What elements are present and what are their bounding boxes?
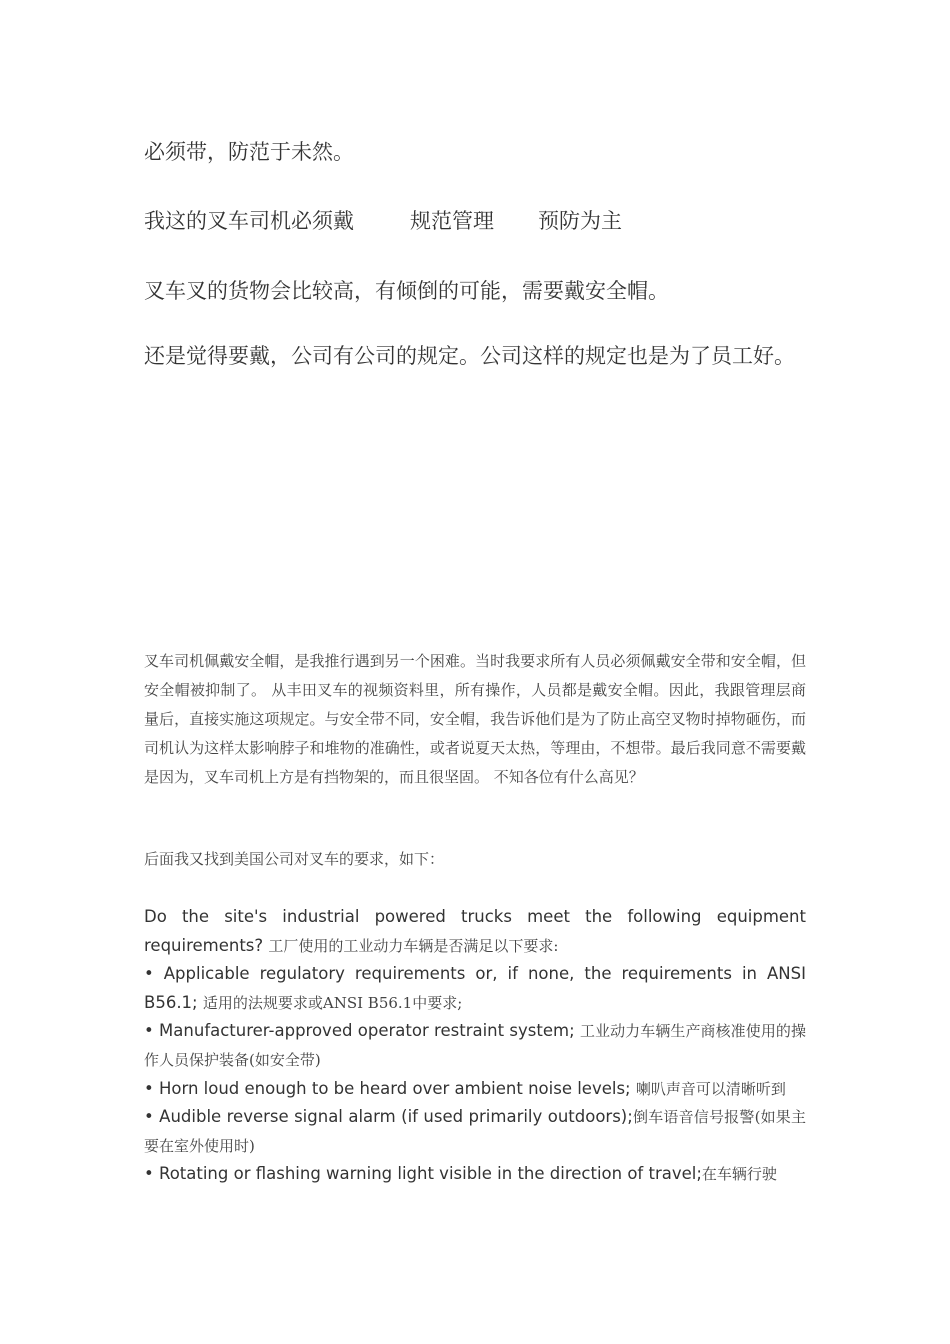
requirements-block <box>144 903 806 1189</box>
text-line-4: 还是觉得要戴，公司有公司的规定。公司这样的规定也是为了员工好。 <box>144 344 795 368</box>
requirements-intro-zh: 工厂使用的工业动力车辆是否满足以下要求: <box>268 936 559 955</box>
text-line-2-part-a: 我这的叉车司机必须戴 <box>144 209 354 233</box>
requirement-item-zh: 倒车语音信号报警(如果主要在室外使用时) <box>144 1108 807 1155</box>
requirement-item-en: • Applicable regulatory requirements or, if none, the requirements in ANSI B56.1; <box>144 964 806 1012</box>
requirement-item-en: • Manufacturer-approved operator restraint system; <box>144 1021 575 1041</box>
requirement-item-en: • Audible reverse signal alarm (if used primarily outdoors); <box>144 1107 633 1127</box>
requirement-item <box>144 1075 806 1104</box>
requirement-item <box>144 1103 806 1160</box>
requirement-item <box>144 1017 806 1074</box>
requirement-item-en: • Rotating or flashing warning light visible in the direction of travel; <box>144 1164 702 1184</box>
text-line-2-part-c: 预防为主 <box>538 209 622 233</box>
document-page <box>144 0 806 1344</box>
body-paragraph-1: 叉车司机佩戴安全帽，是我推行遇到另一个困难。当时我要求所有人员必须佩戴安全带和安全帽，但安全帽被抑制了。 从丰田叉车的视频资料里，所有操作，人员都是戴安全帽。因此，我跟管理层商量后，直接实施这项规定。与安全带不同，安全帽，我告诉他们是为了防止高空叉物时掉物砸伤，而司机认为这样太影响脖子和堆物的准确性，或者说夏天太热，等理由，不想带。最后我同意不需要戴是因为，叉车司机上方是有挡物架的，而且很坚固。 不知各位有什么高见？ <box>144 652 806 786</box>
text-line-2-part-b: 规范管理 <box>410 209 494 233</box>
requirement-item <box>144 1160 806 1189</box>
requirement-item-en: • Horn loud enough to be heard over ambient noise levels; <box>144 1078 631 1098</box>
body-paragraph-2: 后面我又找到美国公司对叉车的要求，如下： <box>144 850 445 868</box>
text-line-3: 叉车叉的货物会比较高，有倾倒的可能，需要戴安全帽。 <box>144 279 669 303</box>
requirement-item-zh: 工业动力车辆生产商核准使用的操作人员保护装备(如安全带) <box>144 1022 806 1069</box>
text-line-2 <box>144 205 622 235</box>
requirements-intro <box>144 903 806 960</box>
requirement-item-zh: 适用的法规要求或ANSI B56.1中要求; <box>202 993 463 1012</box>
requirement-item <box>144 960 806 1017</box>
requirements-intro-en: Do the site's industrial powered trucks meet the following equipment requirements? <box>144 907 806 955</box>
requirement-item-zh: 在车辆行驶 <box>701 1165 777 1184</box>
requirement-item-zh: 喇叭声音可以清晰听到 <box>635 1079 786 1098</box>
text-line-1: 必须带，防范于未然。 <box>144 140 354 164</box>
